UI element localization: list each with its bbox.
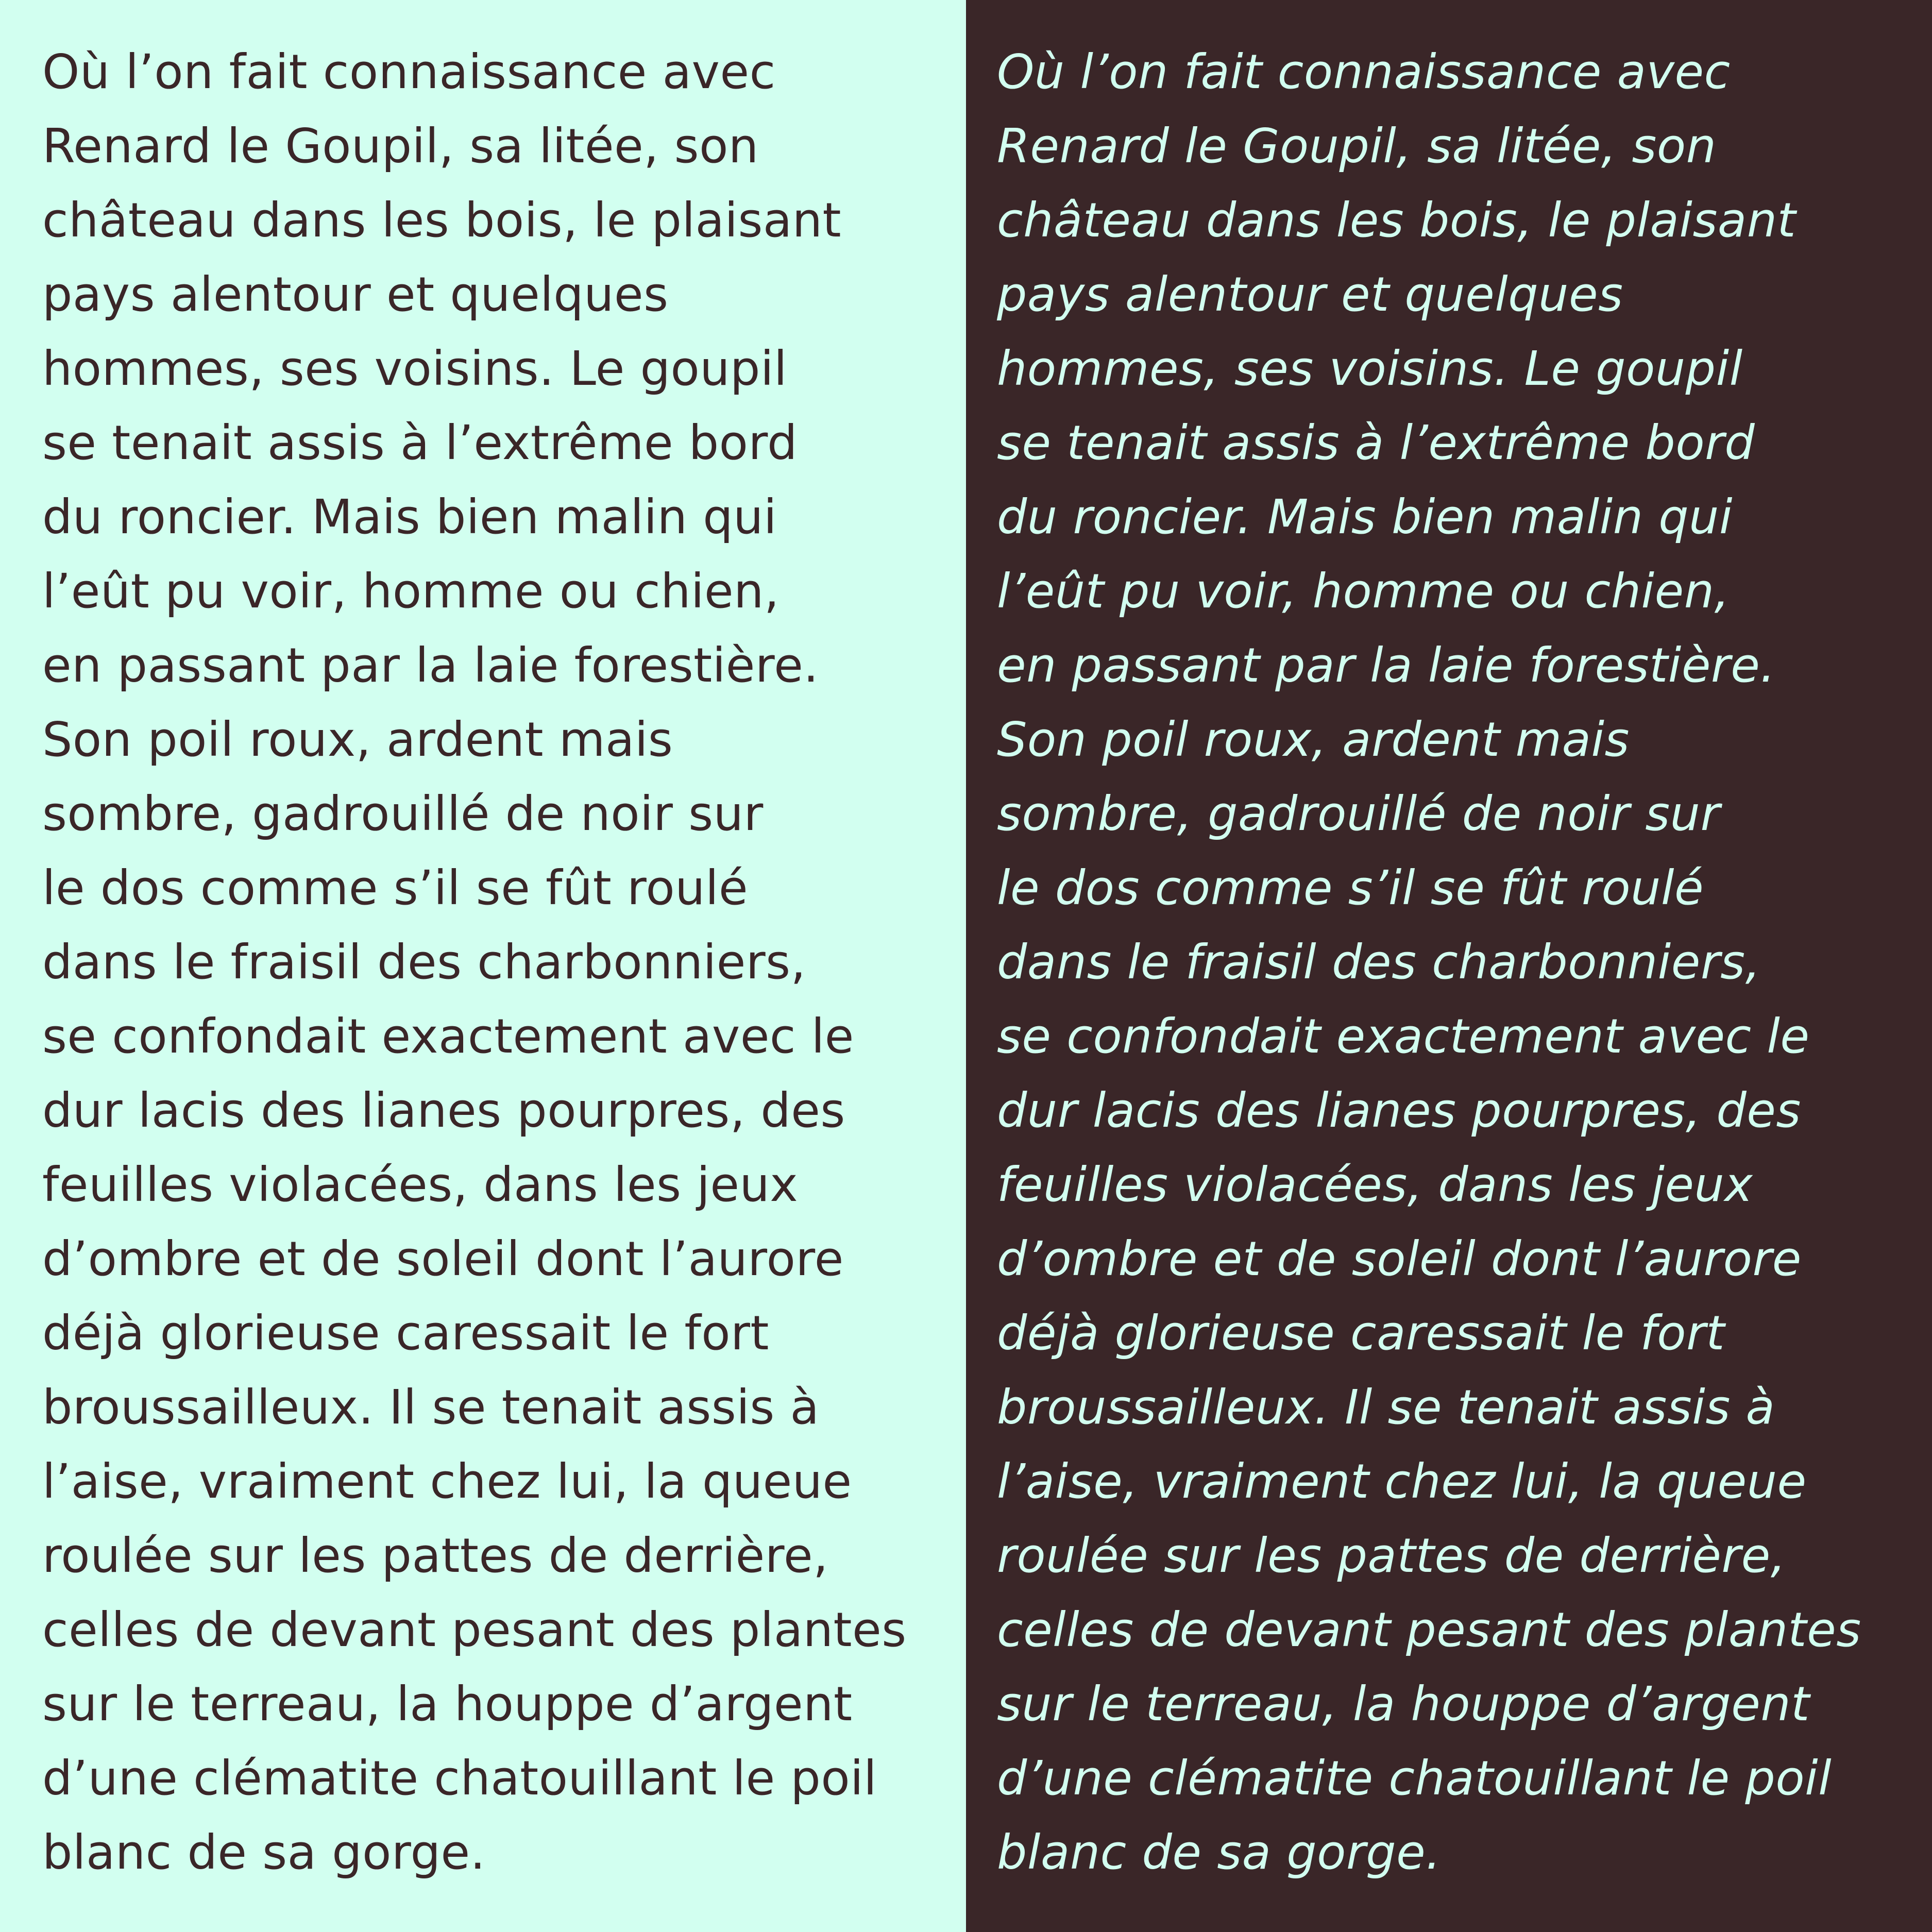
text-line: sur le terreau, la houppe d’argent bbox=[42, 1676, 853, 1732]
italic-text-panel bbox=[966, 0, 1932, 1932]
text-line: l’eût pu voir, homme ou chien, bbox=[997, 564, 1730, 619]
text-line: pays alentour et quelques bbox=[42, 267, 669, 322]
text-line: roulée sur les pattes de derrière, bbox=[997, 1528, 1786, 1583]
text-line: dur lacis des lianes pourpres, des bbox=[42, 1083, 845, 1138]
text-line: en passant par la laie forestière. bbox=[997, 638, 1776, 693]
text-line: Renard le Goupil, sa litée, son bbox=[997, 118, 1717, 174]
text-line: Son poil roux, ardent mais bbox=[42, 712, 673, 767]
text-line: Où l’on fait connaissance avec bbox=[42, 44, 776, 99]
text-line: celles de devant pesant des plantes bbox=[997, 1602, 1861, 1657]
text-line: dans le fraisil des charbonniers, bbox=[997, 935, 1761, 990]
text-line: du roncier. Mais bien malin qui bbox=[42, 489, 777, 545]
text-line: sombre, gadrouillé de noir sur bbox=[42, 786, 764, 841]
text-line: roulée sur les pattes de derrière, bbox=[42, 1528, 828, 1583]
text-line: blanc de sa gorge. bbox=[997, 1825, 1442, 1880]
text-line: broussailleux. Il se tenait assis à bbox=[42, 1380, 820, 1435]
text-line: déjà glorieuse caressait le fort bbox=[42, 1306, 769, 1361]
text-line: feuilles violacées, dans les jeux bbox=[42, 1157, 799, 1212]
text-line: l’aise, vraiment chez lui, la queue bbox=[42, 1454, 852, 1509]
text-line: pays alentour et quelques bbox=[997, 267, 1623, 322]
text-line: sombre, gadrouillé de noir sur bbox=[997, 786, 1720, 841]
text-line: d’ombre et de soleil dont l’aurore bbox=[997, 1231, 1802, 1286]
text-line: l’aise, vraiment chez lui, la queue bbox=[997, 1454, 1807, 1509]
text-line: se tenait assis à l’extrême bord bbox=[997, 415, 1755, 470]
text-line: sur le terreau, la houppe d’argent bbox=[997, 1676, 1810, 1732]
text-line: Son poil roux, ardent mais bbox=[997, 712, 1630, 767]
text-line: hommes, ses voisins. Le goupil bbox=[997, 341, 1743, 396]
text-line: dur lacis des lianes pourpres, des bbox=[997, 1083, 1801, 1138]
text-line: se tenait assis à l’extrême bord bbox=[42, 415, 798, 470]
text-line: celles de devant pesant des plantes bbox=[42, 1602, 907, 1657]
text-line: se confondait exactement avec le bbox=[997, 1009, 1810, 1064]
text-line: en passant par la laie forestière. bbox=[42, 638, 819, 693]
text-line: du roncier. Mais bien malin qui bbox=[997, 489, 1733, 545]
text-line: Renard le Goupil, sa litée, son bbox=[42, 118, 759, 174]
text-line: château dans les bois, le plaisant bbox=[997, 193, 1797, 248]
text-line: se confondait exactement avec le bbox=[42, 1009, 854, 1064]
text-line: d’une clématite chatouillant le poil bbox=[997, 1751, 1832, 1806]
text-line: hommes, ses voisins. Le goupil bbox=[42, 341, 788, 396]
text-line: château dans les bois, le plaisant bbox=[42, 193, 842, 248]
text-line: Où l’on fait connaissance avec bbox=[997, 44, 1731, 99]
text-line: d’ombre et de soleil dont l’aurore bbox=[42, 1231, 844, 1286]
text-line: l’eût pu voir, homme ou chien, bbox=[42, 564, 779, 619]
text-line: blanc de sa gorge. bbox=[42, 1825, 486, 1880]
text-line: broussailleux. Il se tenait assis à bbox=[997, 1380, 1775, 1435]
text-line: déjà glorieuse caressait le fort bbox=[997, 1306, 1725, 1361]
text-line: feuilles violacées, dans les jeux bbox=[997, 1157, 1753, 1212]
text-line: le dos comme s’il se fût roulé bbox=[42, 860, 749, 916]
text-line: d’une clématite chatouillant le poil bbox=[42, 1751, 877, 1806]
text-line: le dos comme s’il se fût roulé bbox=[997, 860, 1704, 916]
text-line: dans le fraisil des charbonniers, bbox=[42, 935, 806, 990]
